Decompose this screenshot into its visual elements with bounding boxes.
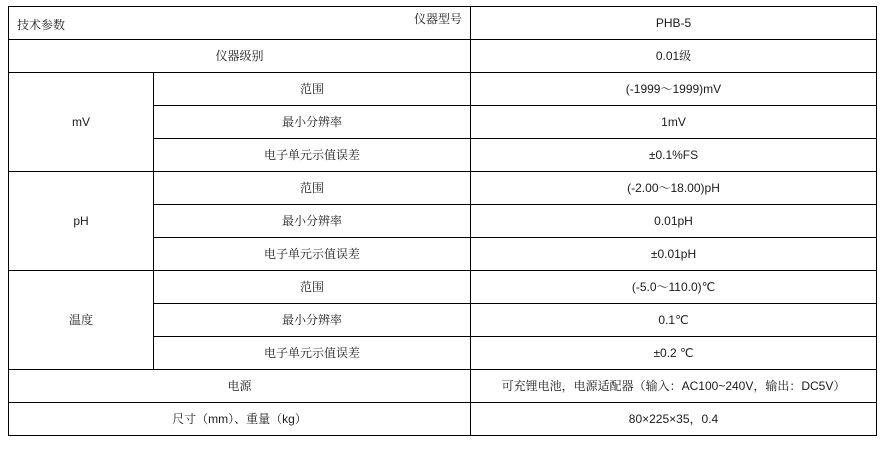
row-value: (-5.0～110.0)℃ [471, 271, 877, 304]
table-row [9, 73, 877, 106]
row-label: 范围 [154, 271, 471, 304]
table-row [9, 403, 877, 436]
header-model-label: 仪器型号 [413, 12, 462, 26]
row-value: 0.01pH [471, 205, 877, 238]
row-label: 电子单元示值误差 [154, 139, 471, 172]
group-label-temperature: 温度 [9, 271, 154, 370]
group-label-mv: mV [9, 73, 154, 172]
table-header-row [9, 7, 877, 40]
row-value: ±0.2 ℃ [471, 337, 877, 370]
header-diagonal-cell [9, 7, 471, 40]
row-label: 尺寸（mm）、重量（kg） [9, 403, 471, 436]
row-label: 最小分辨率 [154, 205, 471, 238]
row-label: 电子单元示值误差 [154, 337, 471, 370]
table-row [9, 172, 877, 205]
row-value: (-2.00～18.00)pH [471, 172, 877, 205]
row-value: ±0.1%FS [471, 139, 877, 172]
row-value: 0.1℃ [471, 304, 877, 337]
row-value: 80×225×35，0.4 [471, 403, 877, 436]
row-label: 范围 [154, 73, 471, 106]
row-value: ±0.01pH [471, 238, 877, 271]
header-model-value: PHB-5 [471, 7, 877, 40]
row-label: 最小分辨率 [154, 304, 471, 337]
row-value: 可充锂电池，电源适配器（输入：AC100~240V，输出：DC5V） [471, 370, 877, 403]
row-label: 电子单元示值误差 [154, 238, 471, 271]
row-label: 最小分辨率 [154, 106, 471, 139]
header-params-label: 技术参数 [17, 17, 66, 32]
group-label-ph: pH [9, 172, 154, 271]
row-label: 范围 [154, 172, 471, 205]
row-value: 1mV [471, 106, 877, 139]
row-label: 电源 [9, 370, 471, 403]
row-value: 0.01级 [471, 40, 877, 73]
row-label: 仪器级别 [9, 40, 471, 73]
table-row [9, 40, 877, 73]
table-row [9, 370, 877, 403]
row-value: (-1999～1999)mV [471, 73, 877, 106]
table-row [9, 271, 877, 304]
specification-table [8, 6, 877, 436]
